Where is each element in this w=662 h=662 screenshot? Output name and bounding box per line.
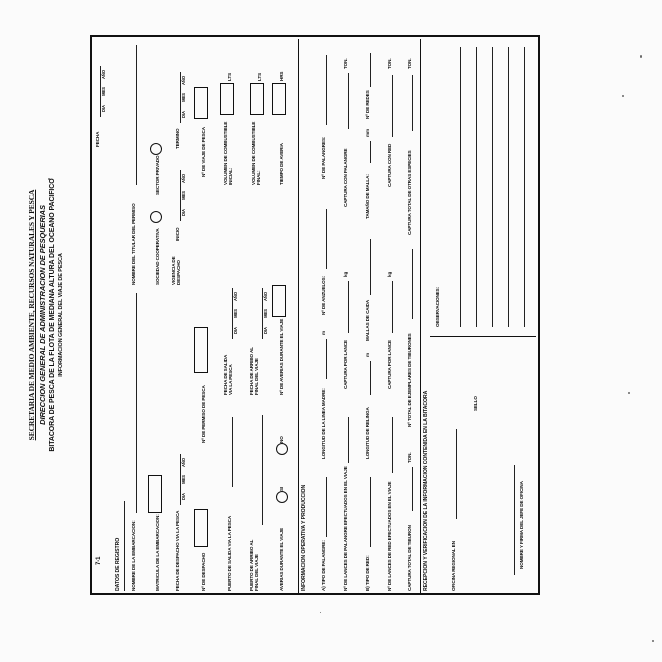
- mallas-caida-field[interactable]: [370, 239, 371, 295]
- puerto-salida-label: PUERTO DE SALIDA VIA LA PESCA: [227, 515, 232, 591]
- oficina-field[interactable]: [456, 429, 457, 519]
- captura-palangre-field[interactable]: [348, 73, 349, 129]
- fecha-despacho-label: FECHA DE DESPACHO VIA LA PESCA: [175, 510, 180, 591]
- mallas-caida-label: MALLAS DE CAIDA: [365, 299, 370, 341]
- puerto-arribo-label: PUERTO DE ARRIBO AL FINAL DEL VIAJE: [249, 539, 259, 591]
- tiempo-averia-box[interactable]: [272, 83, 286, 115]
- fecha-salida-label: FECHA DE SALIDA VIA LA PESCA: [223, 354, 233, 395]
- scan-speck: [652, 640, 654, 642]
- n-averias-box[interactable]: [272, 285, 286, 317]
- recepcion-divider: [430, 336, 536, 337]
- dia-label: DIA: [262, 322, 268, 339]
- captura-otras-field[interactable]: [412, 75, 413, 131]
- matricula-box[interactable]: [148, 475, 162, 513]
- tamano-malla-label: TAMAÑO DE MALLA:: [365, 174, 370, 219]
- captura-palangre-label: CAPTURA CON PALANGRE: [343, 148, 348, 207]
- scan-speck: [628, 392, 630, 394]
- ton-unit: TON.: [407, 452, 412, 463]
- n-palangres-field[interactable]: [326, 55, 327, 125]
- recepcion-title: RECEPCION Y VERIFICACION DE LA INFORMACION CONTENIDA EN LA BITACORA: [423, 390, 429, 591]
- ton-unit: TON.: [387, 58, 392, 69]
- n-anzuelos-field[interactable]: [326, 209, 327, 269]
- longitud-madre-field[interactable]: [326, 339, 327, 379]
- termino-label: TERMINO: [175, 128, 180, 149]
- ano-label: AÑO: [100, 66, 106, 83]
- m-unit: m: [321, 331, 326, 335]
- n-permiso-box[interactable]: [194, 327, 208, 373]
- hrs-unit: HRS: [279, 71, 284, 81]
- captura-otras-label: CAPTURA TOTAL DE OTRAS ESPECIES: [407, 150, 412, 235]
- observaciones-line[interactable]: [460, 47, 461, 327]
- captura-lance-field[interactable]: [348, 281, 349, 333]
- inicio-date-field[interactable]: [180, 170, 186, 221]
- sello-label: SELLO: [473, 396, 478, 411]
- oficina-label: OFICINA REGIONAL EN: [451, 541, 456, 591]
- n-ejemplares-label: Nº TOTAL DE EJEMPLARES DE TIBURONES: [407, 333, 412, 427]
- dia-label: DIA: [232, 322, 238, 339]
- ano-label: AÑO: [180, 72, 186, 89]
- nombre-titular-label: NOMBRE DEL TITULAR DEL PERMISO: [131, 203, 136, 285]
- lances-palangre-label: Nº DE LANCES DE PALANGRE EFECTUADOS EN EL VIAJE: [343, 466, 348, 591]
- tamano-malla-field[interactable]: [370, 141, 371, 163]
- vigencia-label: VIGENCIA DE DESPACHO: [171, 256, 181, 285]
- averias-no-radio[interactable]: [276, 443, 288, 455]
- mes-label: MES: [232, 305, 238, 322]
- firma-line[interactable]: [514, 465, 515, 575]
- captura-lance-red-label: CAPTURA POR LANCE: [387, 340, 392, 389]
- sociedad-radio[interactable]: [150, 211, 162, 223]
- fecha-label: FECHA: [95, 131, 100, 147]
- lts-unit: LTS: [227, 72, 232, 81]
- ton-unit: TON.: [343, 58, 348, 69]
- bitacora-form: [27, 35, 540, 595]
- mm-unit: mm: [365, 129, 370, 137]
- lances-red-label: Nº DE LANCES DE RED EFECTUADOS EN EL VIAJE: [387, 481, 392, 591]
- section-divider: [420, 39, 421, 595]
- mes-label: MES: [180, 187, 186, 204]
- form-header: [28, 35, 65, 595]
- sociedad-label: SOCIEDAD COOPERATIVA: [155, 228, 160, 285]
- fecha-despacho-field[interactable]: [180, 454, 186, 505]
- page-mark: 7-1: [96, 556, 102, 565]
- observaciones-line[interactable]: [476, 47, 477, 327]
- fecha-salida-field[interactable]: [232, 288, 238, 339]
- averias-label: AVERIAS DURANTE EL VIAJE: [279, 527, 284, 591]
- mes-label: MES: [262, 305, 268, 322]
- nombre-embarcacion-label: NOMBRE DE LA EMBARCACION:: [131, 520, 136, 591]
- mes-label: MES: [180, 89, 186, 106]
- section-divider: [298, 39, 299, 595]
- no-label: NO: [279, 436, 284, 443]
- captura-lance-red-field[interactable]: [392, 281, 393, 333]
- registro-title: DATOS DE REGISTRO: [115, 537, 121, 591]
- volumen-inicial-label: VOLUMEN DE COMBUSTIBLE INICIAL:: [223, 121, 233, 185]
- ano-label: AÑO: [180, 454, 186, 471]
- puerto-arribo-field[interactable]: [262, 415, 263, 525]
- scan-speck: [622, 95, 624, 97]
- puerto-salida-field[interactable]: [232, 417, 233, 487]
- fecha-arribo-label: FECHA DE ARRIBO AL FINAL DEL VIAJE: [249, 347, 259, 395]
- nombre-titular-field[interactable]: [136, 45, 137, 185]
- ano-label: AÑO: [232, 288, 238, 305]
- si-label: SI: [279, 486, 284, 491]
- captura-red-field[interactable]: [392, 75, 393, 137]
- ano-label: AÑO: [180, 170, 186, 187]
- header-bitacora: BITACORA DE PESCA DE LA FLOTA DE MEDIANA ALTURA DEL OCEANO PACIFICO: [49, 178, 56, 452]
- captura-tiburon-label: CAPTURA TOTAL DE TIBURON: [407, 525, 412, 591]
- dia-label: DIA: [180, 488, 186, 505]
- mes-label: MES: [180, 471, 186, 488]
- captura-tiburon-field[interactable]: [412, 467, 413, 511]
- sector-label: SECTOR PRIVADO: [155, 155, 160, 195]
- operativa-title: INFORMACION OPERATIVA Y PRODUCCION: [301, 484, 307, 591]
- dia-label: DIA: [180, 106, 186, 123]
- kg-unit: kg: [387, 271, 392, 277]
- n-viaje-box[interactable]: [194, 87, 208, 119]
- observaciones-line[interactable]: [492, 47, 493, 327]
- fecha-arribo-field[interactable]: [262, 288, 268, 339]
- captura-lance-label: CAPTURA POR LANCE: [343, 340, 348, 389]
- n-ejemplares-field[interactable]: [412, 249, 413, 319]
- n-redes-field[interactable]: [370, 53, 371, 87]
- header-direccion: DIRECCION GENERAL DE ADMINISTRACION DE PESQUERIAS: [37, 205, 47, 425]
- registro-title-rule: [124, 501, 125, 591]
- n-averias-label: Nº DE AVERIAS DURANTE EL VIAJE: [279, 318, 284, 395]
- captura-red-label: CAPTURA CON RED: [387, 143, 392, 187]
- observaciones-line[interactable]: [524, 47, 525, 327]
- observaciones-line[interactable]: [508, 47, 509, 327]
- nombre-embarcacion-field[interactable]: [136, 293, 137, 513]
- longitud-madre-label: LONGITUD DE LA LINEA MADRE:: [321, 388, 326, 459]
- lts-unit: LTS: [257, 72, 262, 81]
- volumen-inicial-box[interactable]: [220, 83, 234, 115]
- ano-label: AÑO: [262, 288, 268, 305]
- kg-unit: kg: [343, 271, 348, 277]
- lances-red-field[interactable]: [392, 417, 393, 473]
- tipo-red-field[interactable]: [370, 477, 371, 547]
- volumen-final-box[interactable]: [250, 83, 264, 115]
- n-palangres-label: Nº DE PALANGRES:: [321, 136, 326, 179]
- scan-speck: [320, 612, 321, 613]
- n-viaje-label: Nº DE VIAJE DE PESCA: [201, 127, 206, 177]
- termino-date-field[interactable]: [180, 72, 186, 123]
- tipo-palangre-field[interactable]: [326, 477, 327, 537]
- longitud-relinga-label: LONGITUD DE RELINGA: [365, 407, 370, 459]
- ton-unit: TON.: [407, 58, 412, 69]
- n-despacho-label: Nº DE DESPACHO: [201, 552, 206, 591]
- dia-label: DIA: [100, 100, 106, 117]
- tipo-palangre-label: A) TIPO DE PALANGRE:: [321, 540, 326, 591]
- firma-label: NOMBRE Y FIRMA DEL JEFE DE OFICINA: [519, 481, 524, 569]
- tipo-red-label: B) TIPO DE RED:: [365, 555, 370, 591]
- matricula-label: MATRICULA DE LA EMBARCACION:: [155, 514, 160, 591]
- sector-radio[interactable]: [150, 143, 162, 155]
- volumen-final-label: VOLUMEN DE COMBUSTIBLE FINAL:: [251, 121, 261, 185]
- n-anzuelos-label: Nº DE ANZUELOS:: [321, 275, 326, 315]
- averias-si-radio[interactable]: [276, 491, 288, 503]
- m-unit: m: [365, 353, 370, 357]
- header-secretaria: SECRETARIA DE MEDIO AMBIENTE, RECURSOS NATURALES Y PESCA: [27, 189, 36, 441]
- scan-speck: [640, 55, 642, 58]
- longitud-relinga-field[interactable]: [370, 361, 371, 395]
- header-informacion: INFORMACION GENERAL DEL VIAJE DE PESCA: [58, 253, 64, 377]
- fecha-date-field[interactable]: [100, 66, 106, 117]
- n-permiso-label: Nº DE PERMISO DE PESCA: [201, 385, 206, 443]
- tiempo-averia-label: TIEMPO DE AVERIA: [279, 143, 284, 185]
- lances-palangre-field[interactable]: [348, 417, 349, 463]
- n-redes-label: Nº DE REDES: [365, 90, 370, 119]
- inicio-label: INICIO: [175, 227, 180, 241]
- n-despacho-box[interactable]: [194, 509, 208, 547]
- dia-label: DIA: [180, 204, 186, 221]
- observaciones-label: OBSERVACIONES:: [435, 286, 440, 327]
- mes-label: MES: [100, 83, 106, 100]
